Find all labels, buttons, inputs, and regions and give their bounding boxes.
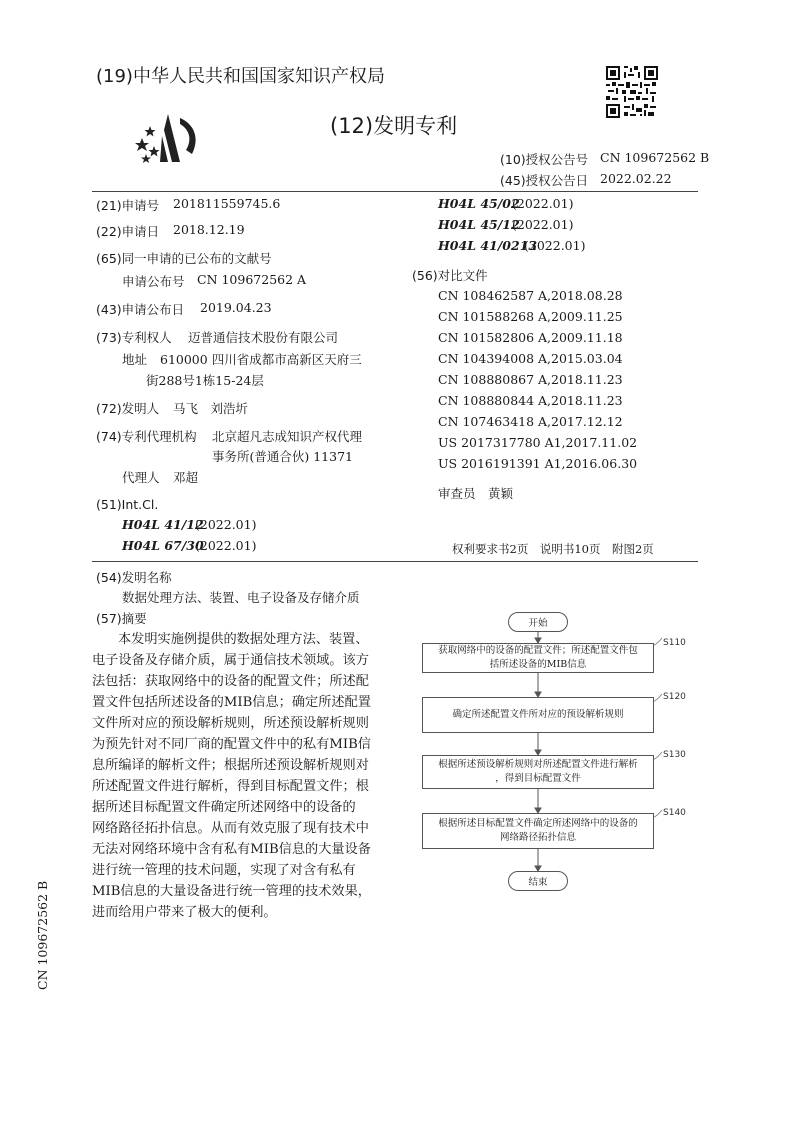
grant-number-label: (10)授权公告号 [500, 152, 589, 167]
app-no: 201811559745.6 [173, 196, 281, 211]
prior-pub-heading: (65)同一申请的已公布的文献号 [96, 251, 272, 266]
flowchart-step-s110 [422, 643, 654, 673]
ref-item: CN 101588268 A,2009.11.25 [438, 309, 623, 324]
inventor-label: (72)发明人 [96, 401, 160, 416]
cnipa-logo-icon [128, 110, 204, 166]
intcl-year-3: (2022.01) [512, 196, 574, 211]
ref-item: CN 108462587 A,2018.08.28 [438, 288, 623, 303]
abstract-line: 为预先针对不同厂商的配置文件中的私有MIB信 [92, 737, 371, 752]
intcl-code-1: H04L 41/12 [122, 517, 204, 532]
step-text: 根据所述预设解析规则对所述配置文件进行解析 [438, 759, 638, 770]
app-no-label: (21)申请号 [96, 198, 160, 213]
abstract-label: (57)摘要 [96, 611, 147, 626]
intcl-year-1: (2022.01) [195, 517, 257, 532]
page-counts: 权利要求书2页 说明书10页 附图2页 [452, 542, 654, 556]
abstract-line: 本发明实施例提供的数据处理方法、装置、 [118, 632, 369, 647]
abstract-line: 据所述目标配置文件确定所述网络中的设备的 [92, 800, 356, 815]
step-text: 确定所述配置文件所对应的预设解析规则 [452, 709, 624, 720]
top-divider [92, 191, 698, 192]
invention-title: 数据处理方法、装置、电子设备及存储介质 [122, 590, 360, 605]
side-publication-number: CN 109672562 B [35, 880, 50, 990]
step-id: S130 [663, 750, 686, 760]
inventors: 马飞 刘浩圻 [173, 401, 249, 416]
grant-number: CN 109672562 B [600, 150, 710, 165]
abstract-line: 息所编译的解析文件；根据所述预设解析规则对 [92, 758, 369, 773]
document-type: (12)发明专利 [330, 114, 458, 138]
office-name: (19)中华人民共和国国家知识产权局 [96, 66, 385, 87]
intcl-code-5: H04L 41/0213 [438, 238, 538, 253]
qr-code-icon [606, 66, 658, 118]
holder-label: (73)专利权人 [96, 330, 172, 345]
step-text: ，得到目标配置文件 [495, 773, 581, 784]
holder: 迈普通信技术股份有限公司 [188, 330, 339, 345]
ref-item: US 2017317780 A1,2017.11.02 [438, 435, 638, 450]
grant-date: 2022.02.22 [600, 171, 672, 186]
abstract-line: 置文件包括所述设备的MIB信息；确定所述配置 [92, 695, 371, 710]
abstract-line: 电子设备及存储介质，属于通信技术领域。该方 [92, 653, 369, 668]
agent: 邓超 [173, 470, 199, 485]
prior-pub-label: 申请公布号 [122, 274, 185, 289]
ref-item: CN 108880867 A,2018.11.23 [438, 372, 623, 387]
flowchart-step-s130 [422, 755, 654, 789]
refs-label: (56)对比文件 [412, 268, 488, 283]
title-label: (54)发明名称 [96, 570, 172, 585]
agency-line-1: 北京超凡志成知识产权代理 [212, 429, 363, 444]
abstract-line: 法包括：获取网络中的设备的配置文件；所述配 [92, 674, 369, 689]
examiner-label: 审查员 [438, 486, 476, 501]
intcl-label: (51)Int.Cl. [96, 497, 159, 512]
agency-line-2: 事务所(普通合伙) 11371 [212, 449, 353, 464]
intcl-code-3: H04L 45/02 [438, 196, 520, 211]
flowchart-step-s120 [422, 697, 654, 733]
step-id: S120 [663, 692, 686, 702]
step-id: S110 [663, 638, 686, 648]
address-label: 地址 [122, 352, 148, 367]
flowchart-step-s140 [422, 813, 654, 849]
app-date: 2018.12.19 [173, 222, 245, 237]
agency-label: (74)专利代理机构 [96, 429, 197, 444]
pub-date-label: (43)申请公布日 [96, 302, 185, 317]
intcl-year-4: (2022.01) [512, 217, 574, 232]
intcl-year-5: (2022.01) [524, 238, 586, 253]
abstract-line: 所述配置文件进行解析，得到目标配置文件；根 [92, 779, 369, 794]
intcl-year-2: (2022.01) [195, 538, 257, 553]
abstract-line: 进行统一管理的技术问题，实现了对含有私有 [92, 863, 356, 878]
examiner: 黄颖 [488, 486, 514, 501]
ref-item: CN 101582806 A,2009.11.18 [438, 330, 623, 345]
abstract-line: MIB信息的大量设备进行统一管理的技术效果， [92, 884, 371, 899]
step-text: 网络路径拓扑信息 [499, 832, 576, 843]
abstract-line: 文件所对应的预设解析规则，所述预设解析规则 [92, 716, 369, 731]
middle-divider [92, 561, 698, 562]
address-line-2: 街288号1栋15-24层 [146, 373, 264, 388]
address-line-1: 610000 四川省成都市高新区天府三 [160, 352, 362, 367]
agent-label: 代理人 [122, 470, 160, 485]
step-text: 根据所述目标配置文件确定所述网络中的设备的 [438, 818, 638, 829]
ref-item: CN 107463418 A,2017.12.12 [438, 414, 623, 429]
ref-item: CN 108880844 A,2018.11.23 [438, 393, 623, 408]
step-text: 获取网络中的设备的配置文件；所述配置文件包 [438, 645, 638, 656]
prior-pub: CN 109672562 A [197, 272, 307, 287]
abstract-line: 网络路径拓扑信息。从而有效克服了现有技术中 [92, 821, 369, 836]
ref-item: CN 104394008 A,2015.03.04 [438, 351, 623, 366]
step-text: 括所述设备的MIB信息 [489, 659, 587, 670]
flowchart-start: 开始 [508, 612, 568, 632]
intcl-code-2: H04L 67/30 [122, 538, 204, 553]
intcl-code-4: H04L 45/12 [438, 217, 520, 232]
pub-date: 2019.04.23 [200, 300, 272, 315]
grant-date-label: (45)授权公告日 [500, 173, 589, 188]
step-id: S140 [663, 808, 686, 818]
abstract-line: 进而给用户带来了极大的便利。 [92, 905, 277, 920]
ref-item: US 2016191391 A1,2016.06.30 [438, 456, 638, 471]
app-date-label: (22)申请日 [96, 224, 160, 239]
flowchart-end: 结束 [508, 871, 568, 891]
abstract-line: 无法对网络环境中含有私有MIB信息的大量设备 [92, 842, 371, 857]
